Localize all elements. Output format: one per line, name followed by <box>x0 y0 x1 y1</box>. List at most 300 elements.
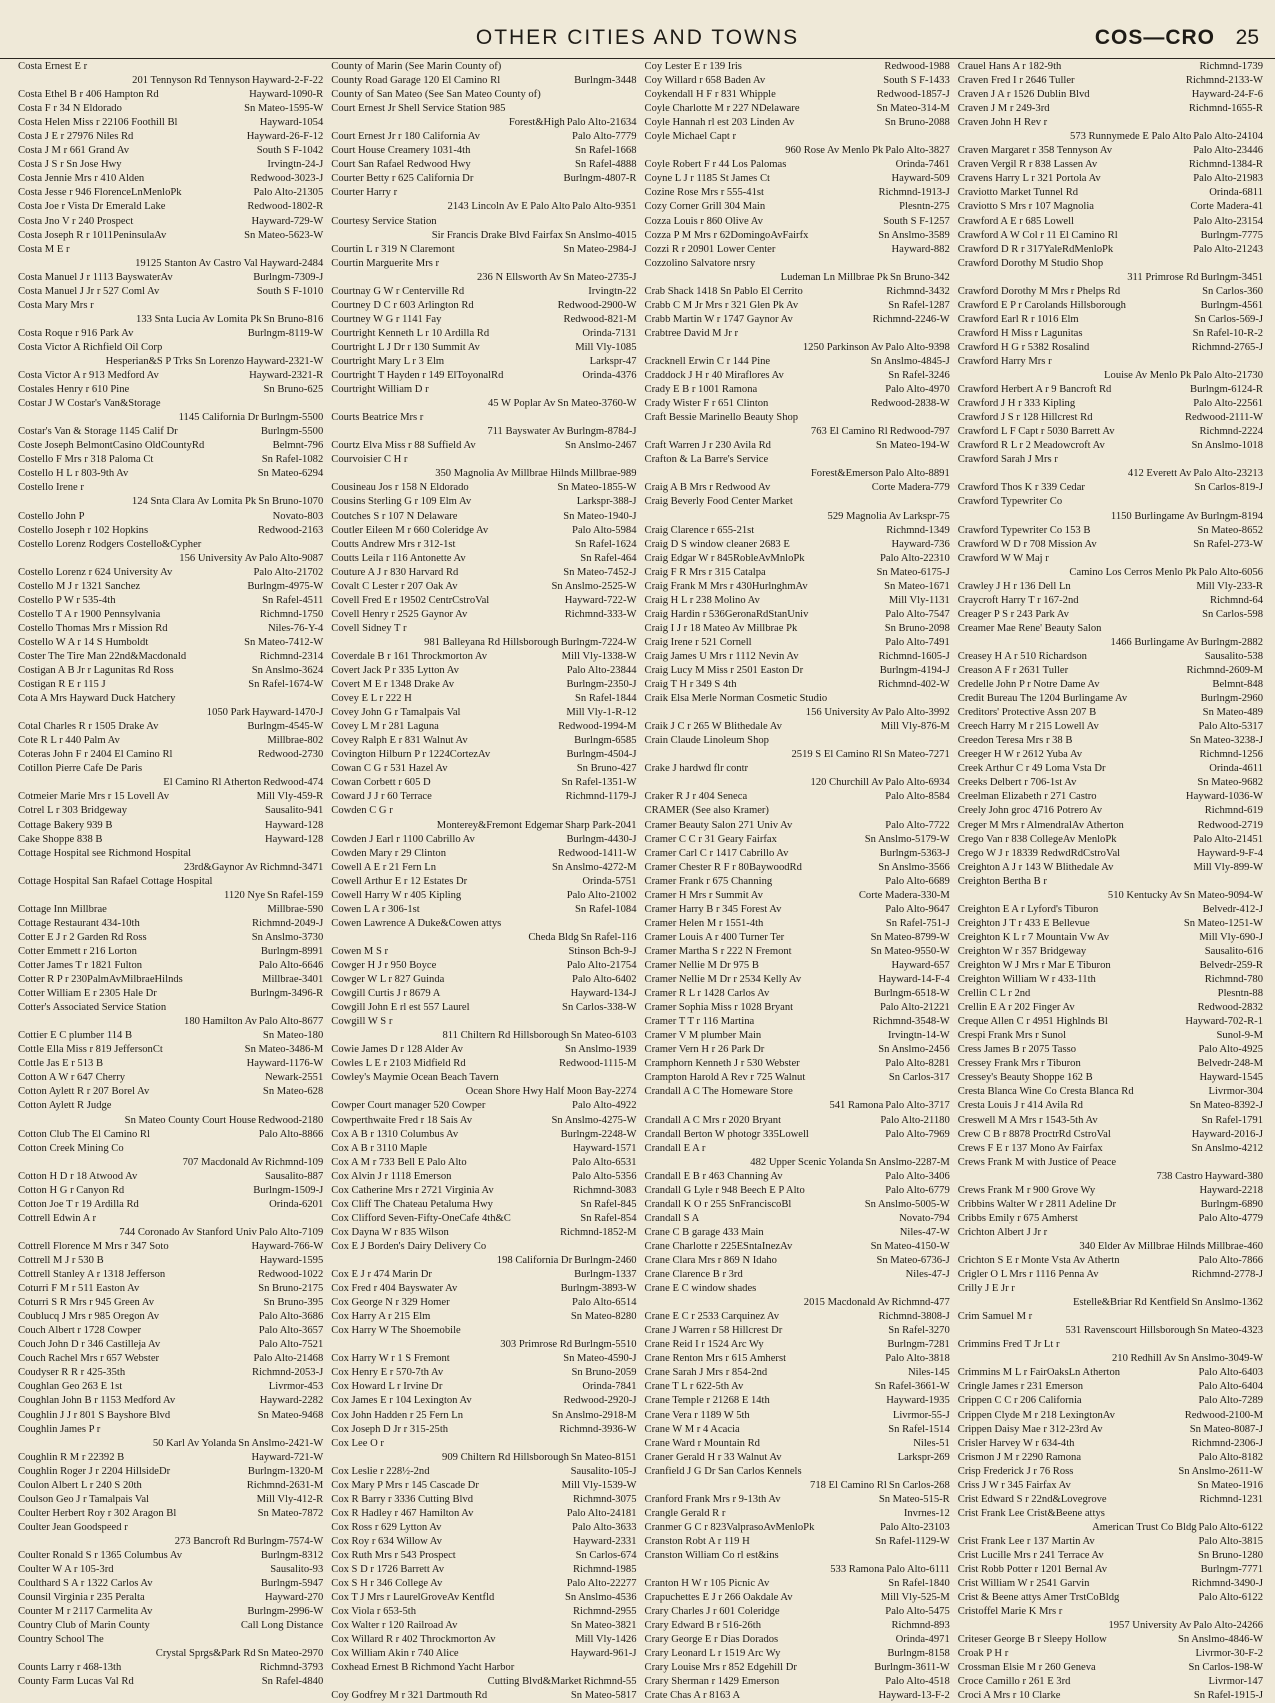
listing-name: Cotrel L r 303 Bridgeway <box>18 805 128 817</box>
listing-name: 1466 Burlingame Av <box>1110 636 1199 648</box>
listing-name: Crandall S A <box>644 1212 700 1224</box>
listing-phone: Hayward-1054 <box>259 117 324 129</box>
listing-phone: Belmnt-848 <box>1212 679 1263 691</box>
listing-name: Crawley J H r 136 Dell Ln <box>957 580 1071 592</box>
listing-name: Crawford Harry Mrs r <box>957 355 1052 367</box>
listing-phone: Palo Alto-3815 <box>1198 1535 1263 1547</box>
listing-name: Cowgill Curtis J r 8679 A <box>331 988 441 1000</box>
listing-phone: Livrmor-147 <box>1208 1676 1263 1688</box>
listing-entry <box>645 1268 950 1282</box>
listing-phone: Palo Alto-3827 <box>885 145 950 157</box>
listing-entry <box>331 130 636 144</box>
listing-phone: Burlngm-4561 <box>1200 299 1263 311</box>
listing-phone: Sn Rafel-464 <box>580 552 637 564</box>
listing-entry <box>958 903 1263 917</box>
listing-phone: Sn Anslmo-4845-J <box>870 355 950 367</box>
listing-name: 811 Chiltern Rd Hillsborough <box>442 1030 569 1042</box>
listing-entry <box>331 706 636 720</box>
listing-phone: Hayward-722-W <box>564 594 637 606</box>
listing-entry <box>958 1184 1263 1198</box>
listing-phone: Sn Mateo-5623-W <box>244 229 324 241</box>
listing-entry <box>331 1240 636 1254</box>
listing-entry <box>331 411 636 425</box>
listing-entry <box>958 1142 1263 1156</box>
listing-name: Courtright Mary L r 3 Elm <box>331 355 445 367</box>
listing-entry <box>958 243 1263 257</box>
listing-phone: Sn Mateo-1595-W <box>244 103 324 115</box>
listing-entry <box>18 1029 323 1043</box>
listing-entry <box>958 299 1263 313</box>
listing-phone: Sn Carlos-674 <box>575 1549 637 1561</box>
listing-name: Crespi Frank Mrs r Sunol <box>957 1030 1067 1042</box>
listing-name: Cramer Martha S r 222 N Fremont <box>644 945 792 957</box>
listing-entry <box>18 594 323 608</box>
listing-name: Craven J M r 249-3rd <box>957 103 1050 115</box>
listing-entry <box>331 116 636 130</box>
listing-entry <box>331 889 636 903</box>
listing-name: Criteser George B r Sleepy Hollow <box>957 1634 1107 1646</box>
listing-name: Crellin C L r 2nd <box>957 988 1031 1000</box>
listing-phone: Richmnd-1231 <box>1199 1493 1263 1505</box>
listing-entry <box>18 1493 323 1507</box>
listing-entry <box>18 453 323 467</box>
listing-phone: Palo Alto-21243 <box>1193 243 1263 255</box>
listing-phone: Burlngm-5363-J <box>879 847 950 859</box>
listing-entry <box>331 804 636 818</box>
listing-entry <box>18 762 323 776</box>
listing-entry <box>18 1254 323 1268</box>
listing-name: Coster The Tire Man 22nd&Macdonald <box>18 650 187 662</box>
listing-phone: South S F-1010 <box>256 285 324 297</box>
listing-entry <box>331 341 636 355</box>
listing-phone: Sn Anslmo-4015 <box>564 229 637 241</box>
listing-name: Cotton A W r 647 Cherry <box>18 1072 126 1084</box>
listing-entry <box>958 1409 1263 1423</box>
listing-phone: Redwood-1857-J <box>876 89 950 101</box>
listing-entry <box>645 1254 950 1268</box>
listing-entry <box>331 1254 636 1268</box>
listing-entry <box>645 1170 950 1184</box>
listing-name: Costa J M r 661 Grand Av <box>18 145 130 157</box>
listing-entry <box>331 552 636 566</box>
listing-name: Cranston Robt A r 119 H <box>644 1535 750 1547</box>
listing-entry <box>645 917 950 931</box>
listing-name: Cramer Harry B r 345 Forest Av <box>644 903 782 915</box>
listing-entry <box>331 1128 636 1142</box>
listing-phone: Hayward-2321-W <box>246 355 324 367</box>
listing-entry <box>958 1212 1263 1226</box>
listing-entry <box>958 1240 1263 1254</box>
listing-name: Crandall E A r <box>644 1142 706 1154</box>
listing-name: Crane W M r 4 Acacia <box>644 1423 740 1435</box>
listing-entry <box>958 229 1263 243</box>
listing-entry <box>958 819 1263 833</box>
listing-entry <box>18 1184 323 1198</box>
listing-entry <box>958 594 1263 608</box>
listing-phone: Sn Bruno-2059 <box>571 1367 637 1379</box>
listing-phone: Sn Mateo-1671 <box>884 580 950 592</box>
listing-name: Crismon J M r 2290 Ramona <box>957 1451 1082 1463</box>
listing-entry <box>331 1479 636 1493</box>
listing-name: Crist Edward S r 22nd&Lovegrove <box>957 1493 1107 1505</box>
listing-name: Crane E C r 2533 Carquinez Av <box>644 1311 780 1323</box>
listing-name: Costar's Van & Storage 1145 Calif Dr <box>18 426 178 438</box>
listing-entry <box>958 917 1263 931</box>
listing-entry <box>958 271 1263 285</box>
listing-phone: Richmnd-619 <box>1204 805 1263 817</box>
listing-phone: Sausalito-941 <box>264 805 324 817</box>
listing-entry <box>18 945 323 959</box>
listing-entry <box>18 917 323 931</box>
listing-phone: Sn Anslmo-4536 <box>564 1592 637 1604</box>
listing-name: Coverdale B r 161 Throckmorton Av <box>331 650 488 662</box>
listing-entry <box>958 1591 1263 1605</box>
listing-name: Crawford H Miss r Lagunitas <box>957 327 1083 339</box>
listing-entry <box>958 102 1263 116</box>
listing-phone: Stinson Bch-9-J <box>568 945 637 957</box>
listing-name: Courter Harry r <box>331 187 398 199</box>
listing-phone: Palo Alto-3818 <box>885 1353 950 1365</box>
listing-phone: Palo Alto-7779 <box>572 131 637 143</box>
listing-name: Crawford E P r Carolands Hillsborough <box>957 299 1126 311</box>
listing-phone: Richmnd-3471 <box>259 861 324 873</box>
listing-name: Courtesy Service Station <box>331 215 437 227</box>
listing-entry <box>958 411 1263 425</box>
listing-name: 236 N Ellsworth Av <box>476 271 562 283</box>
listing-entry <box>645 1310 950 1324</box>
listing-entry <box>645 931 950 945</box>
listing-entry <box>645 144 950 158</box>
listing-phone: Richmnd-3075 <box>572 1493 637 1505</box>
listing-name: 960 Rose Av Menlo Pk <box>785 145 884 157</box>
listing-entry <box>958 538 1263 552</box>
listing-entry <box>645 229 950 243</box>
listing-name: Cresta Louis J r 414 Avila Rd <box>957 1100 1083 1112</box>
listing-name: Cox Willard R r 402 Throckmorton Av <box>331 1634 496 1646</box>
listing-phone: Palo Alto-5475 <box>885 1606 950 1618</box>
listing-name: Courtney W G r 1141 Fay <box>331 313 442 325</box>
listing-entry <box>331 903 636 917</box>
listing-phone: Palo Alto-6779 <box>885 1184 950 1196</box>
listing-entry <box>645 847 950 861</box>
listing-entry <box>18 510 323 524</box>
listing-entry <box>331 257 636 271</box>
listing-entry <box>958 257 1263 271</box>
listing-phone: Sn Rafel-4888 <box>575 159 637 171</box>
listing-name: Costello P W r 535-4th <box>18 594 116 606</box>
listing-phone: Richmnd-1655-R <box>1188 103 1263 115</box>
listing-entry <box>645 116 950 130</box>
listing-entry <box>645 481 950 495</box>
listing-entry <box>958 285 1263 299</box>
listing-name: 350 Magnolia Av Millbrae Hilnds <box>435 468 579 480</box>
listing-phone: Redwood-2900-W <box>557 299 637 311</box>
listing-entry <box>958 1661 1263 1675</box>
listing-phone: Palo Alto-3657 <box>258 1325 324 1337</box>
listing-name: Crawford A E r 685 Lowell <box>957 215 1074 227</box>
listing-phone: Burlngm-3611-W <box>874 1662 950 1674</box>
listing-phone: Sn Rafel-1915-J <box>1193 1690 1263 1702</box>
listing-name: Cotter James T r 1821 Fulton <box>18 960 143 971</box>
listing-name: Courts Beatrice Mrs r <box>331 412 424 424</box>
listing-entry <box>645 875 950 889</box>
listing-name: Courtz Elva Miss r 88 Suffield Av <box>331 440 476 452</box>
listing-name: Crane T L r 622-5th Av <box>644 1381 744 1393</box>
listing-name: Crist Robb Potter r 1201 Bernal Av <box>957 1564 1108 1576</box>
listing-name: Cowen Lawrence A Duke&Cowen attys <box>331 917 502 929</box>
listing-name: Crisp Frederick J r 76 Ross <box>957 1465 1074 1477</box>
listing-name: 738 Castro <box>1156 1170 1203 1182</box>
listing-phone: Sn Mateo-9682 <box>1197 777 1263 789</box>
listing-name: Craig A B Mrs r Redwood Av <box>644 482 771 494</box>
listing-phone: Redwood-1411-W <box>558 847 637 859</box>
listing-entry <box>645 467 950 481</box>
listing-name: Crandall K O r 255 SnFranciscoBl <box>644 1198 792 1210</box>
listing-name: Crane Reid I r 1524 Arc Wy <box>644 1339 764 1351</box>
listing-phone: Burlngm-6585 <box>574 735 637 747</box>
listing-phone: Mill Vly-1539-W <box>561 1479 637 1491</box>
listing-entry <box>18 88 323 102</box>
listing-name: 45 W Poplar Av <box>487 398 556 410</box>
listing-name: Covey E L r 222 H <box>331 693 412 705</box>
listing-phone: Belmnt-796 <box>272 440 324 452</box>
listing-name: Cox Catherine Mrs r 2721 Virginia Av <box>331 1184 494 1196</box>
listing-phone: Palo Alto-21180 <box>880 1114 950 1126</box>
listing-entry <box>331 1521 636 1535</box>
listing-name: Costello W A r 14 S Humboldt <box>18 636 149 648</box>
listing-name: Crandall Berton W photogr 335Lowell <box>644 1128 809 1140</box>
listing-entry <box>18 748 323 762</box>
listing-name: Covert Jack P r 335 Lytton Av <box>331 665 459 677</box>
listing-phone: Corte Madera-41 <box>1190 201 1263 213</box>
listing-name: 273 Bancroft Rd <box>174 1535 246 1547</box>
listing-name: Covell Sidney T r <box>331 622 407 634</box>
listing-entry <box>645 1535 950 1549</box>
listing-entry <box>18 467 323 481</box>
listing-name: Crist Frank Lee Crist&Beene attys <box>957 1507 1105 1519</box>
listing-name: Crews F E r 137 Mono Av Fairfax <box>957 1142 1103 1154</box>
listing-entry <box>331 271 636 285</box>
listing-entry <box>18 524 323 538</box>
listing-phone: Burlngm-7224-W <box>560 636 637 648</box>
listing-phone: Burlngm-1337 <box>574 1269 637 1281</box>
listing-name: Costello F Mrs r 318 Paloma Ct <box>18 454 154 466</box>
listing-phone: Palo Alto-21305 <box>253 187 324 199</box>
listing-name: Coturri F M r 511 Easton Av <box>18 1283 140 1295</box>
listing-name: Craig Lucy M Miss r 2501 Easton Dr <box>644 665 804 677</box>
listing-name: Craner Gerald H r 33 Walnut Av <box>644 1451 782 1463</box>
listing-phone: Larkspr-75 <box>902 510 950 522</box>
listing-phone: Hayward-1176-W <box>246 1058 324 1070</box>
listing-name: Coulon Albert L r 240 S 20th <box>18 1479 142 1491</box>
listing-entry <box>645 1507 950 1521</box>
listing-entry <box>331 74 636 88</box>
listing-phone: Millbrae-460 <box>1207 1240 1263 1252</box>
listing-entry <box>645 608 950 622</box>
listing-name: Cowper Court manager 520 Cowper <box>331 1100 486 1112</box>
listing-phone: Palo Alto-6402 <box>572 974 637 986</box>
listing-name: Crabb C M Jr Mrs r 321 Glen Pk Av <box>644 299 799 311</box>
listing-name: County of San Mateo (See San Mateo County of) <box>331 89 541 101</box>
listing-phone: Sn Mateo-8652 <box>1197 524 1263 536</box>
listing-entry <box>18 1324 323 1338</box>
listing-entry <box>958 1198 1263 1212</box>
listing-entry <box>331 538 636 552</box>
listing-phone: Sn Mateo-3238-J <box>1189 735 1263 747</box>
listing-name: Costa Joseph R r 1011PeninsulaAv <box>18 229 167 241</box>
listing-name: 201 Tennyson Rd Tennyson <box>132 75 251 87</box>
listing-name: Crawford L F Capt r 5030 Barrett Av <box>957 426 1115 438</box>
listing-phone: Sn Rafel-273-W <box>1193 538 1263 550</box>
listing-entry <box>958 847 1263 861</box>
listing-entry <box>331 1296 636 1310</box>
listing-phone: Burlngm-2350-J <box>566 679 637 691</box>
listing-entry <box>18 1226 323 1240</box>
listing-name: Coste Joseph BelmontCasino OldCountyRd <box>18 440 205 452</box>
listing-entry <box>331 425 636 439</box>
listing-phone: Novato-794 <box>899 1212 950 1224</box>
listing-name: Croce Camillo r 261 E 3rd <box>957 1676 1071 1688</box>
listing-name: Crate Chas A r 8163 A <box>644 1690 741 1702</box>
listing-entry <box>958 453 1263 467</box>
listing-name: Crane Charlotte r 225ESntaInezAv <box>644 1240 793 1252</box>
listing-name: Sir Francis Drake Blvd Fairfax <box>431 229 563 241</box>
listing-phone: Corte Madera-330-M <box>858 889 950 901</box>
listing-phone: Hayward-702-R-1 <box>1185 1016 1263 1028</box>
listing-entry <box>958 945 1263 959</box>
listing-entry <box>18 397 323 411</box>
listing-entry <box>645 1184 950 1198</box>
listing-entry <box>645 1198 950 1212</box>
listing-phone: Sn Carlos-338-W <box>562 1002 637 1014</box>
listing-name: 482 Upper Scenic Yolanda <box>750 1156 864 1168</box>
listing-entry <box>18 158 323 172</box>
listing-entry <box>18 439 323 453</box>
listing-name: Cramer Louis A r 400 Turner Ter <box>644 931 785 943</box>
listing-entry <box>958 959 1263 973</box>
listing-name: Coulter W A r 105-3rd <box>18 1564 114 1576</box>
listing-name: 156 University Av <box>805 707 884 719</box>
listing-phone: Sn Anslmo-2918-M <box>552 1409 637 1421</box>
listing-name: Crippen C C r 206 California <box>957 1395 1082 1407</box>
listing-phone: Sn Mateo-8799-W <box>870 931 950 943</box>
listing-name: Crist & Beene attys Amer TrstCoBldg <box>957 1592 1120 1604</box>
listing-entry <box>645 1324 950 1338</box>
listing-name: Forest&Emerson <box>810 468 884 480</box>
listing-entry <box>645 594 950 608</box>
listing-name: 311 Primrose Rd <box>1127 271 1199 283</box>
listing-entry <box>645 1338 950 1352</box>
listing-name: Crystal Sprgs&Park Rd <box>155 1648 256 1660</box>
listing-entry <box>645 1352 950 1366</box>
listing-entry <box>958 397 1263 411</box>
listing-entry <box>18 1296 323 1310</box>
listing-name: Creason A F r 2631 Tuller <box>957 665 1069 677</box>
listing-phone: Burlngm-7309-J <box>253 271 324 283</box>
listing-name: Cotton H G r Canyon Rd <box>18 1184 125 1196</box>
listing-phone: Sn Anslmo-3730 <box>251 931 324 943</box>
listing-entry <box>18 1409 323 1423</box>
listing-name: Louise Av Menlo Pk <box>1104 370 1192 382</box>
listing-name: Costa Roque r 916 Park Av <box>18 327 134 339</box>
listing-name: Cox Walter r 120 Railroad Av <box>331 1620 458 1632</box>
listing-entry <box>18 973 323 987</box>
listing-name: Court House Creamery 1031-4th <box>331 145 471 157</box>
listing-name: Cramer C C r 31 Geary Fairfax <box>644 833 777 845</box>
listing-entry <box>331 1184 636 1198</box>
listing-phone: Orinda-6811 <box>1209 187 1263 199</box>
listing-entry <box>958 1043 1263 1057</box>
listing-entry <box>645 1633 950 1647</box>
listing-name: Crawford Dorothy M Mrs r Phelps Rd <box>957 285 1121 297</box>
listing-name: Crisler Harvey W r 634-4th <box>957 1437 1075 1449</box>
listing-phone: Hayward-26-F-12 <box>246 131 324 143</box>
listing-phone: Sn Bruno-395 <box>263 1297 324 1309</box>
listing-phone: Irvingtn-22 <box>588 285 637 297</box>
listing-name: Costa J S r Sn Jose Hwy <box>18 159 122 171</box>
listing-name: Covell Henry r 2525 Gaynor Av <box>331 608 468 620</box>
listing-entry <box>958 636 1263 650</box>
listing-entry <box>958 1479 1263 1493</box>
listing-entry <box>645 1366 950 1380</box>
listing-phone: Richmnd-3808-J <box>878 1311 950 1323</box>
listing-entry <box>958 1647 1263 1661</box>
listing-name: Creque Allen C r 4951 Highlnds Bl <box>957 1016 1108 1028</box>
column-2 <box>331 60 636 1703</box>
listing-name: Crapuchettes E J r 266 Oakdale Av <box>644 1592 793 1604</box>
listing-entry <box>331 776 636 790</box>
listing-entry <box>645 200 950 214</box>
listing-entry <box>645 1465 950 1479</box>
listing-phone: Sn Mateo-2735-J <box>563 271 637 283</box>
listing-name: Cotmeier Marie Mrs r 15 Lovell Av <box>18 791 170 803</box>
listing-phone: Sunol-9-M <box>1216 1030 1263 1042</box>
listing-phone: Palo Alto-6056 <box>1198 566 1263 578</box>
listing-phone: Sn Mateo-2970 <box>257 1648 324 1660</box>
listing-entry <box>645 804 950 818</box>
listing-entry <box>18 1310 323 1324</box>
listing-phone: Palo Alto-22277 <box>566 1578 637 1590</box>
listing-entry <box>958 1310 1263 1324</box>
listing-entry <box>958 776 1263 790</box>
listing-entry <box>331 453 636 467</box>
listing-name: Crandall A C Mrs r 2020 Bryant <box>644 1114 782 1126</box>
listing-phone: Invrnes-12 <box>903 1507 950 1519</box>
listing-phone: Livrmor-453 <box>268 1381 324 1393</box>
listing-phone: Sn Bruno-2175 <box>258 1283 324 1295</box>
listing-entry <box>331 762 636 776</box>
listing-phone: Sn Bruno-427 <box>576 763 637 775</box>
listing-phone: Sn Carlos-317 <box>888 1072 950 1084</box>
listing-phone: Sn Anslmo-1939 <box>564 1044 637 1056</box>
listing-name: Coy Lester E r 139 Iris <box>644 61 742 72</box>
listing-name: Crane E C window shades <box>644 1283 757 1295</box>
listing-name: Craig Beverly Food Center Market <box>644 496 793 508</box>
listing-name: Courtin L r 319 N Claremont <box>331 243 455 255</box>
listing-entry <box>331 1380 636 1394</box>
listing-name: 744 Coronado Av Stanford Univ <box>119 1226 257 1238</box>
listing-phone: Burlngm-7574-W <box>247 1535 324 1547</box>
listing-name: Cramer Frank r 675 Channing <box>644 875 773 887</box>
listing-name: Cramer Nellie M Dr 975 B <box>644 960 759 971</box>
listing-name: Crist Frank Lee r 137 Martin Av <box>957 1535 1095 1547</box>
listing-entry <box>331 1591 636 1605</box>
listing-entry <box>958 1352 1263 1366</box>
listing-entry <box>331 1268 636 1282</box>
listing-name: Crabtree David M Jr r <box>644 327 739 339</box>
listing-entry <box>958 804 1263 818</box>
listing-name: Creditors' Protective Assn 207 B <box>957 707 1097 719</box>
